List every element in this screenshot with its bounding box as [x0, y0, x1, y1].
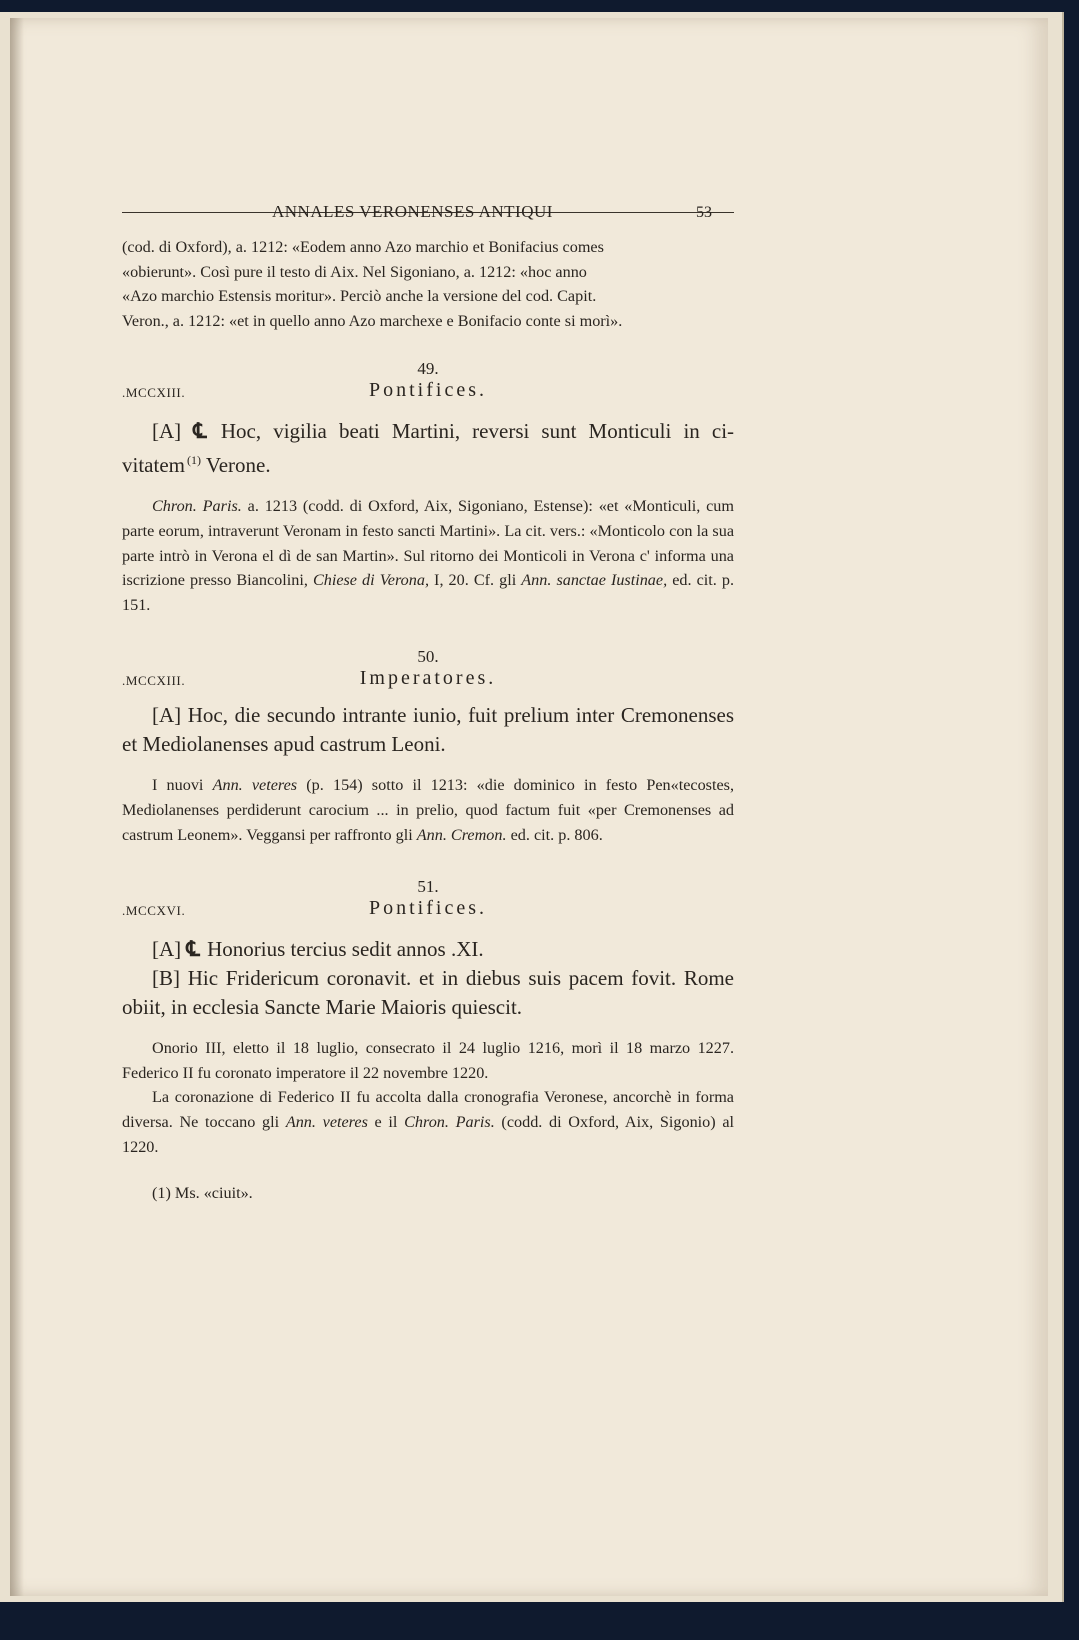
- entry-heading: [122, 897, 734, 925]
- binding-shadow: [10, 18, 24, 1596]
- section-marker: [A]: [152, 703, 182, 728]
- section-marker: [A]: [152, 937, 182, 962]
- entry-rubric: Imperatores.: [359, 667, 497, 690]
- intro-note-line: «obierunt». Così pure il testo di Aix. Nel Sigoniano, a. 1212: «hoc anno: [122, 262, 587, 281]
- entry-year: .MCCXIII.: [122, 673, 186, 689]
- note-paragraph: Onorio III, eletto il 18 luglio, consecrato il 24 luglio 1216, morì il 18 marzo 1227. Federico II fu coronato imperatore il 22 novembre 1220.: [122, 1039, 734, 1082]
- entry-text-body: Honorius tercius sedit annos .XI.: [207, 937, 484, 962]
- entry-text-body: Hic Fridericum coronavit. et in diebus suis pacem fovit. Rome obiit, in ecclesia Sancte Marie Maioris quiescit.: [122, 966, 734, 1020]
- entry-text: [122, 701, 734, 759]
- section-marker: [A]: [152, 419, 182, 444]
- section-marker: [B]: [152, 966, 180, 991]
- citation: Ann. sanctae Iustinae,: [521, 571, 668, 590]
- citation: Chiese di Verona,: [312, 571, 429, 590]
- note-text: I, 20. Cf. gli: [429, 571, 522, 590]
- footnote-ref: (1): [186, 453, 201, 468]
- entry-50: [122, 647, 734, 847]
- note-text: ed. cit. p. 806.: [506, 825, 603, 844]
- citation: Ann. veteres: [212, 776, 298, 795]
- entry-text-body: Hoc, die secundo intrante iunio, fuit prelium inter Cremonenses et Mediolanenses apud castrum Leoni.: [122, 703, 734, 757]
- entry-51: [122, 877, 734, 1159]
- entry-number: 50.: [417, 647, 439, 667]
- entry-text-body: Hoc, vigilia beati Martini, reversi sunt Monticuli in ci-: [220, 419, 735, 444]
- entry-note: [122, 1036, 734, 1159]
- intro-note-line: (cod. di Oxford), a. 1212: «Eodem anno Azo marchio et Bonifacius comes: [122, 238, 604, 256]
- entry-text-body: Verone.: [205, 453, 271, 478]
- entry-rubric: Pontifices.: [369, 897, 487, 920]
- entry-note: [122, 773, 734, 847]
- note-paragraph: [122, 494, 734, 617]
- entry-text: [122, 417, 734, 480]
- note-text: La coronazione di Federico II fu accolta dalla cronografia Veronese, ancorchè in forma diversa. Ne toccano gli: [122, 1088, 734, 1131]
- note-text: a. 1213 (codd. di Oxford, Aix, Sigoniano, Estense): «et «Monticuli, cum parte eorum, intraverunt Veronam in festo sancti Martini». La cit. vers.: «Monticolo con la sua parte intrò in Verona el dì de san Martin». Sul ritorno dei Monticoli in Verona c' informa una iscrizione presso Biancolini,: [122, 497, 734, 590]
- note-text: e il: [367, 1112, 405, 1131]
- entry-text-body: vitatem: [122, 453, 185, 478]
- citation: Chron. Paris.: [404, 1112, 495, 1131]
- note-paragraph: [122, 773, 734, 847]
- page-number: 53: [696, 204, 712, 221]
- entry-49: [122, 359, 734, 617]
- entry-note: [122, 494, 734, 617]
- intro-note-line: «Azo marchio Estensis moritur». Perciò anche la versione del cod. Capit.: [122, 287, 597, 306]
- citation: Ann. veteres: [285, 1112, 368, 1131]
- entry-number: 51.: [417, 877, 439, 897]
- paragraph-mark-icon: ℄: [186, 937, 200, 962]
- paragraph-mark-icon: ℄: [193, 419, 207, 444]
- running-title: ANNALES VERONENSES ANTIQUI: [272, 202, 553, 221]
- intro-note-line: Veron., a. 1212: «et in quello anno Azo marchexe e Bonifacio conte si morì».: [122, 311, 623, 330]
- entry-year: .MCCXIII.: [122, 385, 186, 401]
- entry-heading: [122, 667, 734, 695]
- entry-text: [122, 964, 734, 1022]
- entry-year: .MCCXVI.: [122, 903, 186, 919]
- entry-number: 49.: [417, 359, 439, 379]
- book-page: [10, 18, 1048, 1596]
- note-text: (p. 154) sotto il 1213: «die dominico in festo Pen«tecostes, Mediolanenses perdiderunt carocium ... in prelio, quod factum fuit «per Cremonenses ad castrum Leonem». Veggansi per raffronto gli: [122, 776, 735, 844]
- note-text: I nuovi: [152, 776, 213, 795]
- running-head: [122, 178, 734, 221]
- intro-note: [122, 235, 734, 333]
- note-paragraph: [122, 1085, 734, 1159]
- entry-heading: [122, 379, 734, 407]
- footnote: (1) Ms. «ciuit».: [152, 1184, 253, 1203]
- entry-text: [122, 935, 734, 964]
- note-text: (codd. di Oxford, Aix, Sigonio) al 1220.: [122, 1112, 735, 1156]
- page-content: [122, 178, 734, 1206]
- entry-rubric: Pontifices.: [369, 379, 487, 402]
- citation: Chron. Paris.: [152, 497, 242, 516]
- note-text: ed. cit. p. 151.: [122, 571, 734, 614]
- citation: Ann. Cremon.: [416, 825, 507, 844]
